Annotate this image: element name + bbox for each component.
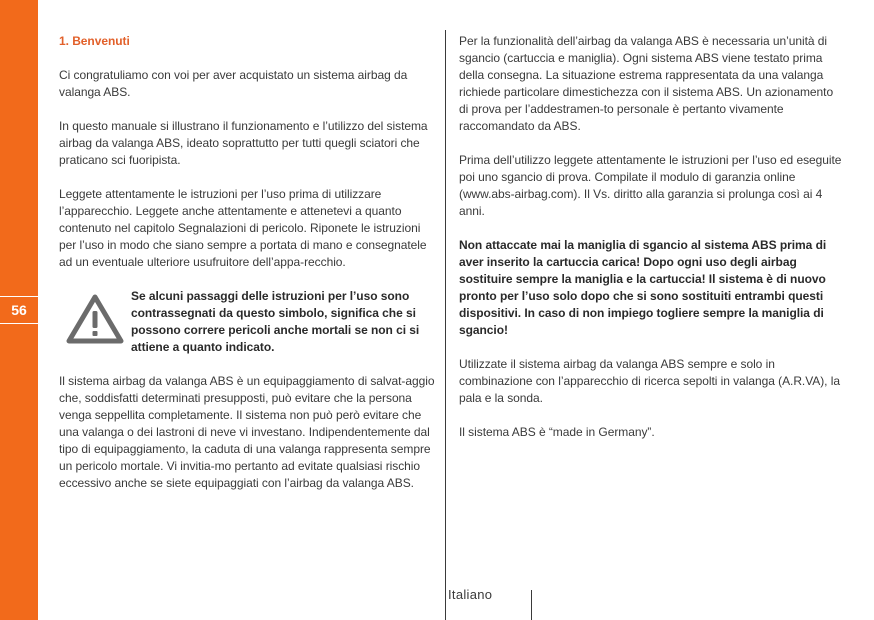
left-column: [59, 33, 435, 509]
section-heading: 1. Benvenuti: [59, 34, 130, 48]
paragraph-warranty: Prima dell’utilizzo leggete attentamente le istruzioni per l’uso ed eseguite poi uno sgancio di prova. Compilate il modulo di garanzia online (www.abs-airbag.com). Il Vs. diritto alla garanzia si prolunga così ai 4 anni.: [459, 153, 842, 218]
column-divider: [445, 30, 446, 620]
page-number: 56: [11, 302, 27, 318]
paragraph-read-instructions: Leggete attentamente le istruzioni per l’uso prima di utilizzare l’apparecchio. Leggete anche attentamente e attenetevi a quanto contenuto nel capitolo Segnalazioni di pericolo. Riponete le istruzioni per l’uso in modo che siano sempre a portata di mano e consegnatele ad un eventuale ulteriore usufruitore dell’appa-recchio.: [59, 187, 427, 269]
paragraph-manual-intro: In questo manuale si illustrano il funzionamento e l’utilizzo del sistema airbag da valanga ABS, ideato soprattutto per tutti quegli sciatori che praticano sci fuoripista.: [59, 119, 428, 167]
warning-block: [59, 288, 435, 356]
paragraph-usage-combination: Utilizzate il sistema airbag da valanga ABS sempre e solo in combinazione con l’apparecchio di ricerca sepolti in valanga (A.R.VA), la pala e la sonda.: [459, 357, 840, 405]
right-column: [459, 33, 843, 458]
warning-text: Se alcuni passaggi delle istruzioni per l’uso sono contrassegnati da questo simbolo, significa che si possono correre pericoli anche mortali se non ci si attiene a quanto indicato.: [131, 289, 420, 354]
paragraph-congratulations: Ci congratuliamo con voi per aver acquistato un sistema airbag da valanga ABS.: [59, 68, 408, 99]
paragraph-made-in-germany: Il sistema ABS è “made in Germany”.: [459, 425, 655, 439]
paragraph-release-unit: Per la funzionalità dell’airbag da valanga ABS è necessaria un’unità di sgancio (cartuccia e maniglia). Ogni sistema ABS viene testato prima della consegna. La situazione estrema rappresentata da una valanga richiede particolare dimestichezza con il sistema ABS. Un azionamento di prova per l’addestramen-to personale è pertanto vivamente raccomandato da ABS.: [459, 34, 834, 133]
warning-triangle-icon: [66, 294, 124, 344]
paragraph-cartridge-warning: Non attaccate mai la maniglia di sgancio al sistema ABS prima di aver inserito la cartuccia carica! Dopo ogni uso degli airbag sostituire sempre la maniglia e la cartuccia! Il sistema è di nuovo pronto per l’uso solo dopo che si sono sostituiti entrambi questi dispositivi. In caso di non impiego togliere sempre la maniglia di sgancio!: [459, 238, 827, 337]
footer-language-label: Italiano: [448, 587, 493, 602]
footer-divider: [531, 590, 532, 620]
paragraph-equipment-description: Il sistema airbag da valanga ABS è un equipaggiamento di salvat-aggio che, soddisfatti determinati presupposti, può evitare che la persona venga seppellita completamente. Il sistema non può però evitare che una valanga o dei lastroni di neve vi investano. Indipendentemente dal tipo di equipaggiamento, la caduta di una valanga rappresenta sempre un pericolo mortale. Vi invitia-mo pertanto ad evitate qualsiasi rischio eccessivo anche se siete equipaggiati con l’airbag da valanga ABS.: [59, 374, 435, 490]
warning-icon-wrap: [59, 288, 131, 344]
